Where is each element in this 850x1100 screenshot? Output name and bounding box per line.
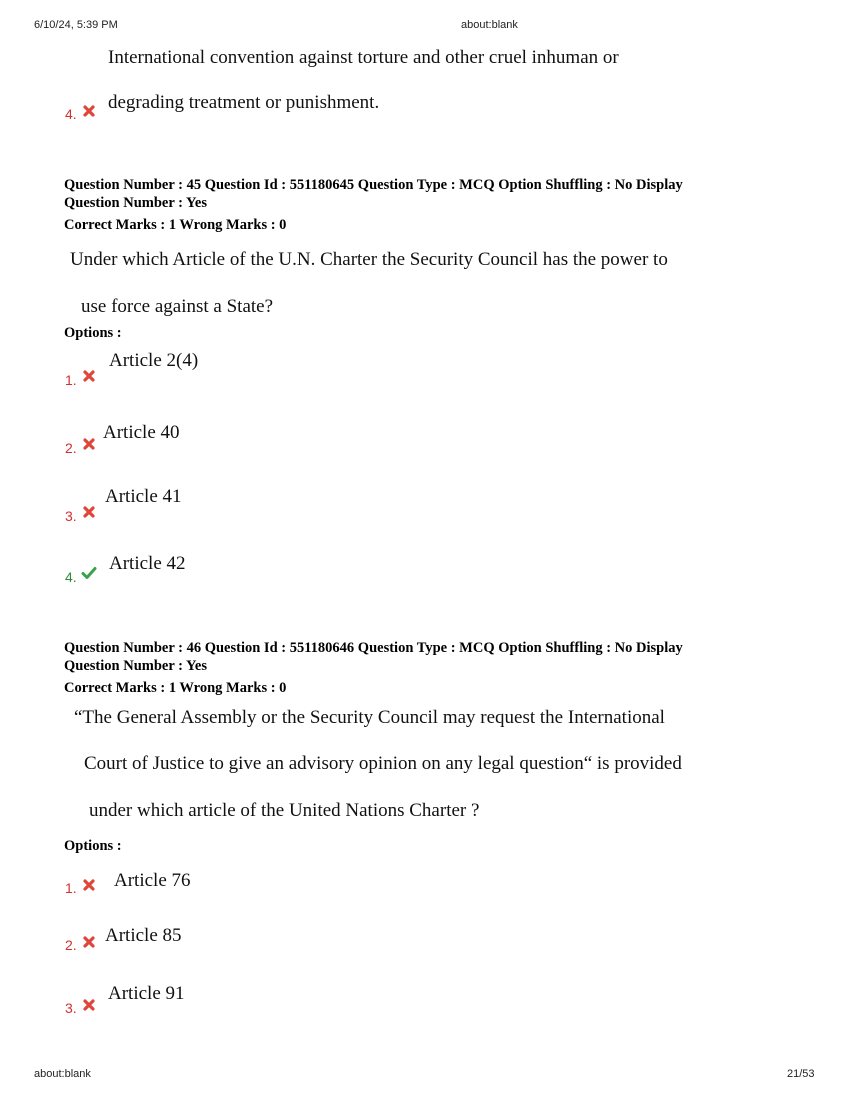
q45-marks: Correct Marks : 1 Wrong Marks : 0 — [64, 217, 287, 233]
print-datetime: 6/10/24, 5:39 PM — [34, 19, 118, 31]
print-page-number: 21/53 — [787, 1068, 815, 1080]
q45-meta-line2: Question Number : Yes — [64, 195, 207, 211]
q45-option-2-number: 2. — [65, 440, 77, 456]
q46-option-1-number: 1. — [65, 880, 77, 896]
q45-option-4-number: 4. — [65, 569, 77, 585]
q46-meta-line2: Question Number : Yes — [64, 658, 207, 674]
q46-option-1-text: Article 76 — [114, 870, 191, 891]
print-page-title: about:blank — [461, 19, 518, 31]
q45-meta-line1: Question Number : 45 Question Id : 551180645 Question Type : MCQ Option Shuffling : No Display — [64, 177, 683, 193]
wrong-cross-icon — [82, 878, 96, 892]
print-footer-url: about:blank — [34, 1068, 91, 1080]
q45-option-3-text: Article 41 — [105, 486, 182, 507]
wrong-cross-icon — [82, 998, 96, 1012]
q45-option-2-text: Article 40 — [103, 422, 180, 443]
q45-option-4-text: Article 42 — [109, 553, 186, 574]
prev-option-text-line2: degrading treatment or punishment. — [108, 92, 380, 113]
q45-option-3-number: 3. — [65, 508, 77, 524]
prev-option-text-line1: International convention against torture and other cruel inhuman or — [108, 47, 619, 68]
correct-check-icon — [81, 566, 97, 580]
wrong-cross-icon — [82, 437, 96, 451]
wrong-cross-icon — [82, 505, 96, 519]
wrong-cross-icon — [82, 369, 96, 383]
q46-marks: Correct Marks : 1 Wrong Marks : 0 — [64, 680, 287, 696]
q45-option-1-text: Article 2(4) — [109, 350, 199, 371]
q46-meta-line1: Question Number : 46 Question Id : 551180646 Question Type : MCQ Option Shuffling : No Display — [64, 640, 683, 656]
q46-question-line3: under which article of the United Nations Charter ? — [89, 800, 480, 821]
q46-option-2-number: 2. — [65, 937, 77, 953]
q45-options-label: Options : — [64, 325, 122, 341]
q45-question-line2: use force against a State? — [81, 296, 274, 317]
wrong-cross-icon — [82, 104, 96, 118]
q45-option-1-number: 1. — [65, 372, 77, 388]
q46-option-3-number: 3. — [65, 1000, 77, 1016]
q46-question-line2: Court of Justice to give an advisory opinion on any legal question“ is provided — [84, 753, 682, 774]
q46-option-3-text: Article 91 — [108, 983, 185, 1004]
prev-option-number: 4. — [65, 106, 77, 122]
wrong-cross-icon — [82, 935, 96, 949]
q45-question-line1: Under which Article of the U.N. Charter the Security Council has the power to — [70, 249, 668, 270]
q46-option-2-text: Article 85 — [105, 925, 182, 946]
q46-question-line1: “The General Assembly or the Security Council may request the International — [74, 707, 665, 728]
q46-options-label: Options : — [64, 838, 122, 854]
